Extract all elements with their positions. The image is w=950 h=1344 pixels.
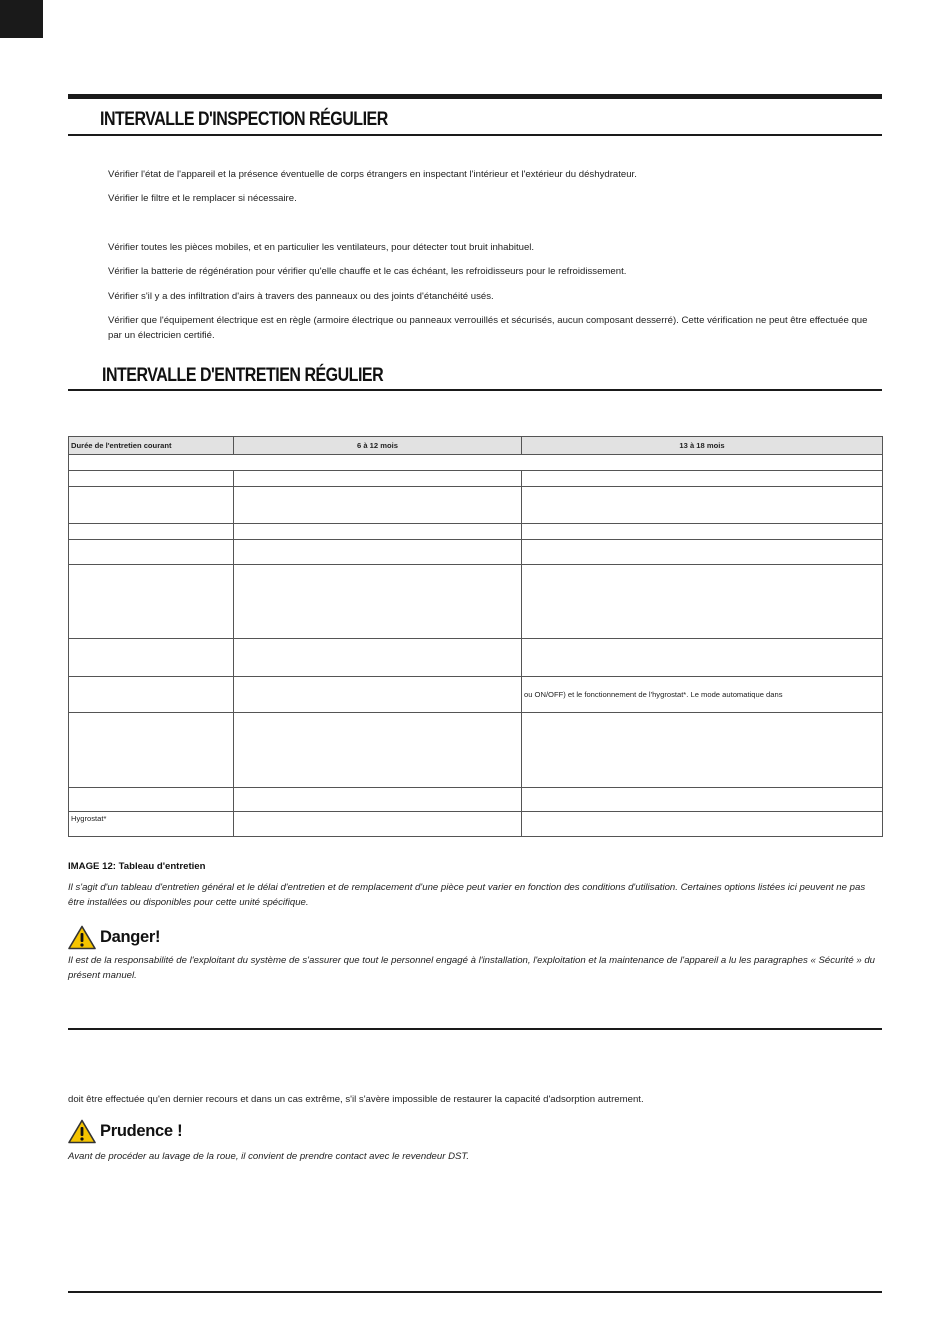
table-cell <box>69 788 234 812</box>
inspection-section-title: INTERVALLE D'INSPECTION RÉGULIER <box>100 108 388 130</box>
section-divider <box>68 1028 882 1030</box>
table-cell <box>69 540 234 565</box>
warning-triangle-icon <box>68 1119 96 1144</box>
table-cell <box>522 788 883 812</box>
table-cell <box>69 487 234 524</box>
table-header-cell: 6 à 12 mois <box>234 437 522 455</box>
table-row <box>69 639 883 677</box>
caution-text: Avant de procéder au lavage de la roue, il convient de prendre contact avec le revendeur DST. <box>68 1151 470 1162</box>
table-cell <box>234 713 522 788</box>
table-cell <box>69 455 883 471</box>
table-cell <box>234 540 522 565</box>
danger-heading <box>68 924 160 950</box>
table-row <box>69 812 883 837</box>
warning-triangle-icon <box>68 925 96 950</box>
page-corner-tab <box>0 0 43 38</box>
table-row <box>69 540 883 565</box>
table-header-cell: 13 à 18 mois <box>522 437 883 455</box>
table-cell <box>234 677 522 713</box>
table-cell <box>234 487 522 524</box>
table-caption: IMAGE 12: Tableau d'entretien <box>68 861 206 872</box>
table-cell <box>234 524 522 540</box>
table-row <box>69 524 883 540</box>
table-row <box>69 677 883 713</box>
table-header-cell: Durée de l'entretien courant <box>69 437 234 455</box>
wheel-cleaning-text: doit être effectuée qu'en dernier recours et dans un cas extrême, s'il s'avère impossible de restaurer la capacité d'adsorption autrement. <box>68 1094 644 1105</box>
table-row <box>69 713 883 788</box>
section-underline <box>68 134 882 136</box>
table-cell <box>522 812 883 837</box>
table-cell: Hygrostat* <box>69 812 234 837</box>
table-cell <box>234 471 522 487</box>
danger-title: Danger! <box>100 927 161 946</box>
table-row <box>69 455 883 471</box>
table-cell <box>522 487 883 524</box>
table-cell <box>69 713 234 788</box>
table-row <box>69 565 883 639</box>
table-cell <box>69 639 234 677</box>
inspection-paragraph: Vérifier s'il y a des infiltration d'airs à travers des panneaux ou des joints d'étanchéité usés. <box>108 291 494 302</box>
table-cell <box>522 540 883 565</box>
table-header-row <box>69 437 883 455</box>
table-cell <box>522 639 883 677</box>
inspection-paragraph: Vérifier l'état de l'appareil et la présence éventuelle de corps étrangers en inspectant l'intérieur et l'extérieur du déshydrateur. <box>108 169 637 180</box>
maintenance-section-title: INTERVALLE D'ENTRETIEN RÉGULIER <box>102 364 384 386</box>
section-underline <box>68 389 882 391</box>
table-row <box>69 471 883 487</box>
table-cell <box>69 677 234 713</box>
caution-title: Prudence ! <box>100 1121 183 1140</box>
table-cell: ou ON/OFF) et le fonctionnement de l'hygrostat*. Le mode automatique dans <box>522 677 883 713</box>
table-cell <box>522 471 883 487</box>
table-cell <box>234 565 522 639</box>
table-row <box>69 487 883 524</box>
table-cell <box>69 471 234 487</box>
caution-heading <box>68 1118 182 1144</box>
table-cell <box>69 565 234 639</box>
table-cell <box>522 524 883 540</box>
table-cell <box>234 812 522 837</box>
table-cell <box>69 524 234 540</box>
footer-rule <box>68 1291 882 1293</box>
inspection-paragraph: Vérifier que l'équipement électrique est en règle (armoire électrique ou panneaux verrouillés et sécurisés, aucun composant desserré). Cette vérification ne peut être effectuée que par un électricien certifié. <box>108 315 868 341</box>
danger-text: Il est de la responsabilité de l'exploitant du système de s'assurer que tout le personnel engagé à l'installation, l'exploitation et la maintenance de l'appareil a lu les paragraphes « Sécurité » du présent manuel. <box>68 955 876 981</box>
table-note: Il s'agit d'un tableau d'entretien général et le délai d'entretien et de remplacement d'une pièce peut varier en fonction des conditions d'utilisation. Certaines options listées ici peuvent ne pas être installées ou disponibles pour cette unité spécifique. <box>68 882 866 908</box>
inspection-paragraph: Vérifier toutes les pièces mobiles, et en particulier les ventilateurs, pour détecter tout bruit inhabituel. <box>108 242 535 253</box>
maintenance-table <box>68 436 883 837</box>
table-cell <box>234 788 522 812</box>
table-cell <box>234 639 522 677</box>
table-row <box>69 788 883 812</box>
inspection-paragraph: Vérifier le filtre et le remplacer si nécessaire. <box>108 193 297 204</box>
table-cell <box>522 565 883 639</box>
table-cell <box>522 713 883 788</box>
section-top-rule <box>68 94 882 99</box>
inspection-paragraph: Vérifier la batterie de régénération pour vérifier qu'elle chauffe et le cas échéant, les refroidisseurs pour le refroidissement. <box>108 266 627 277</box>
